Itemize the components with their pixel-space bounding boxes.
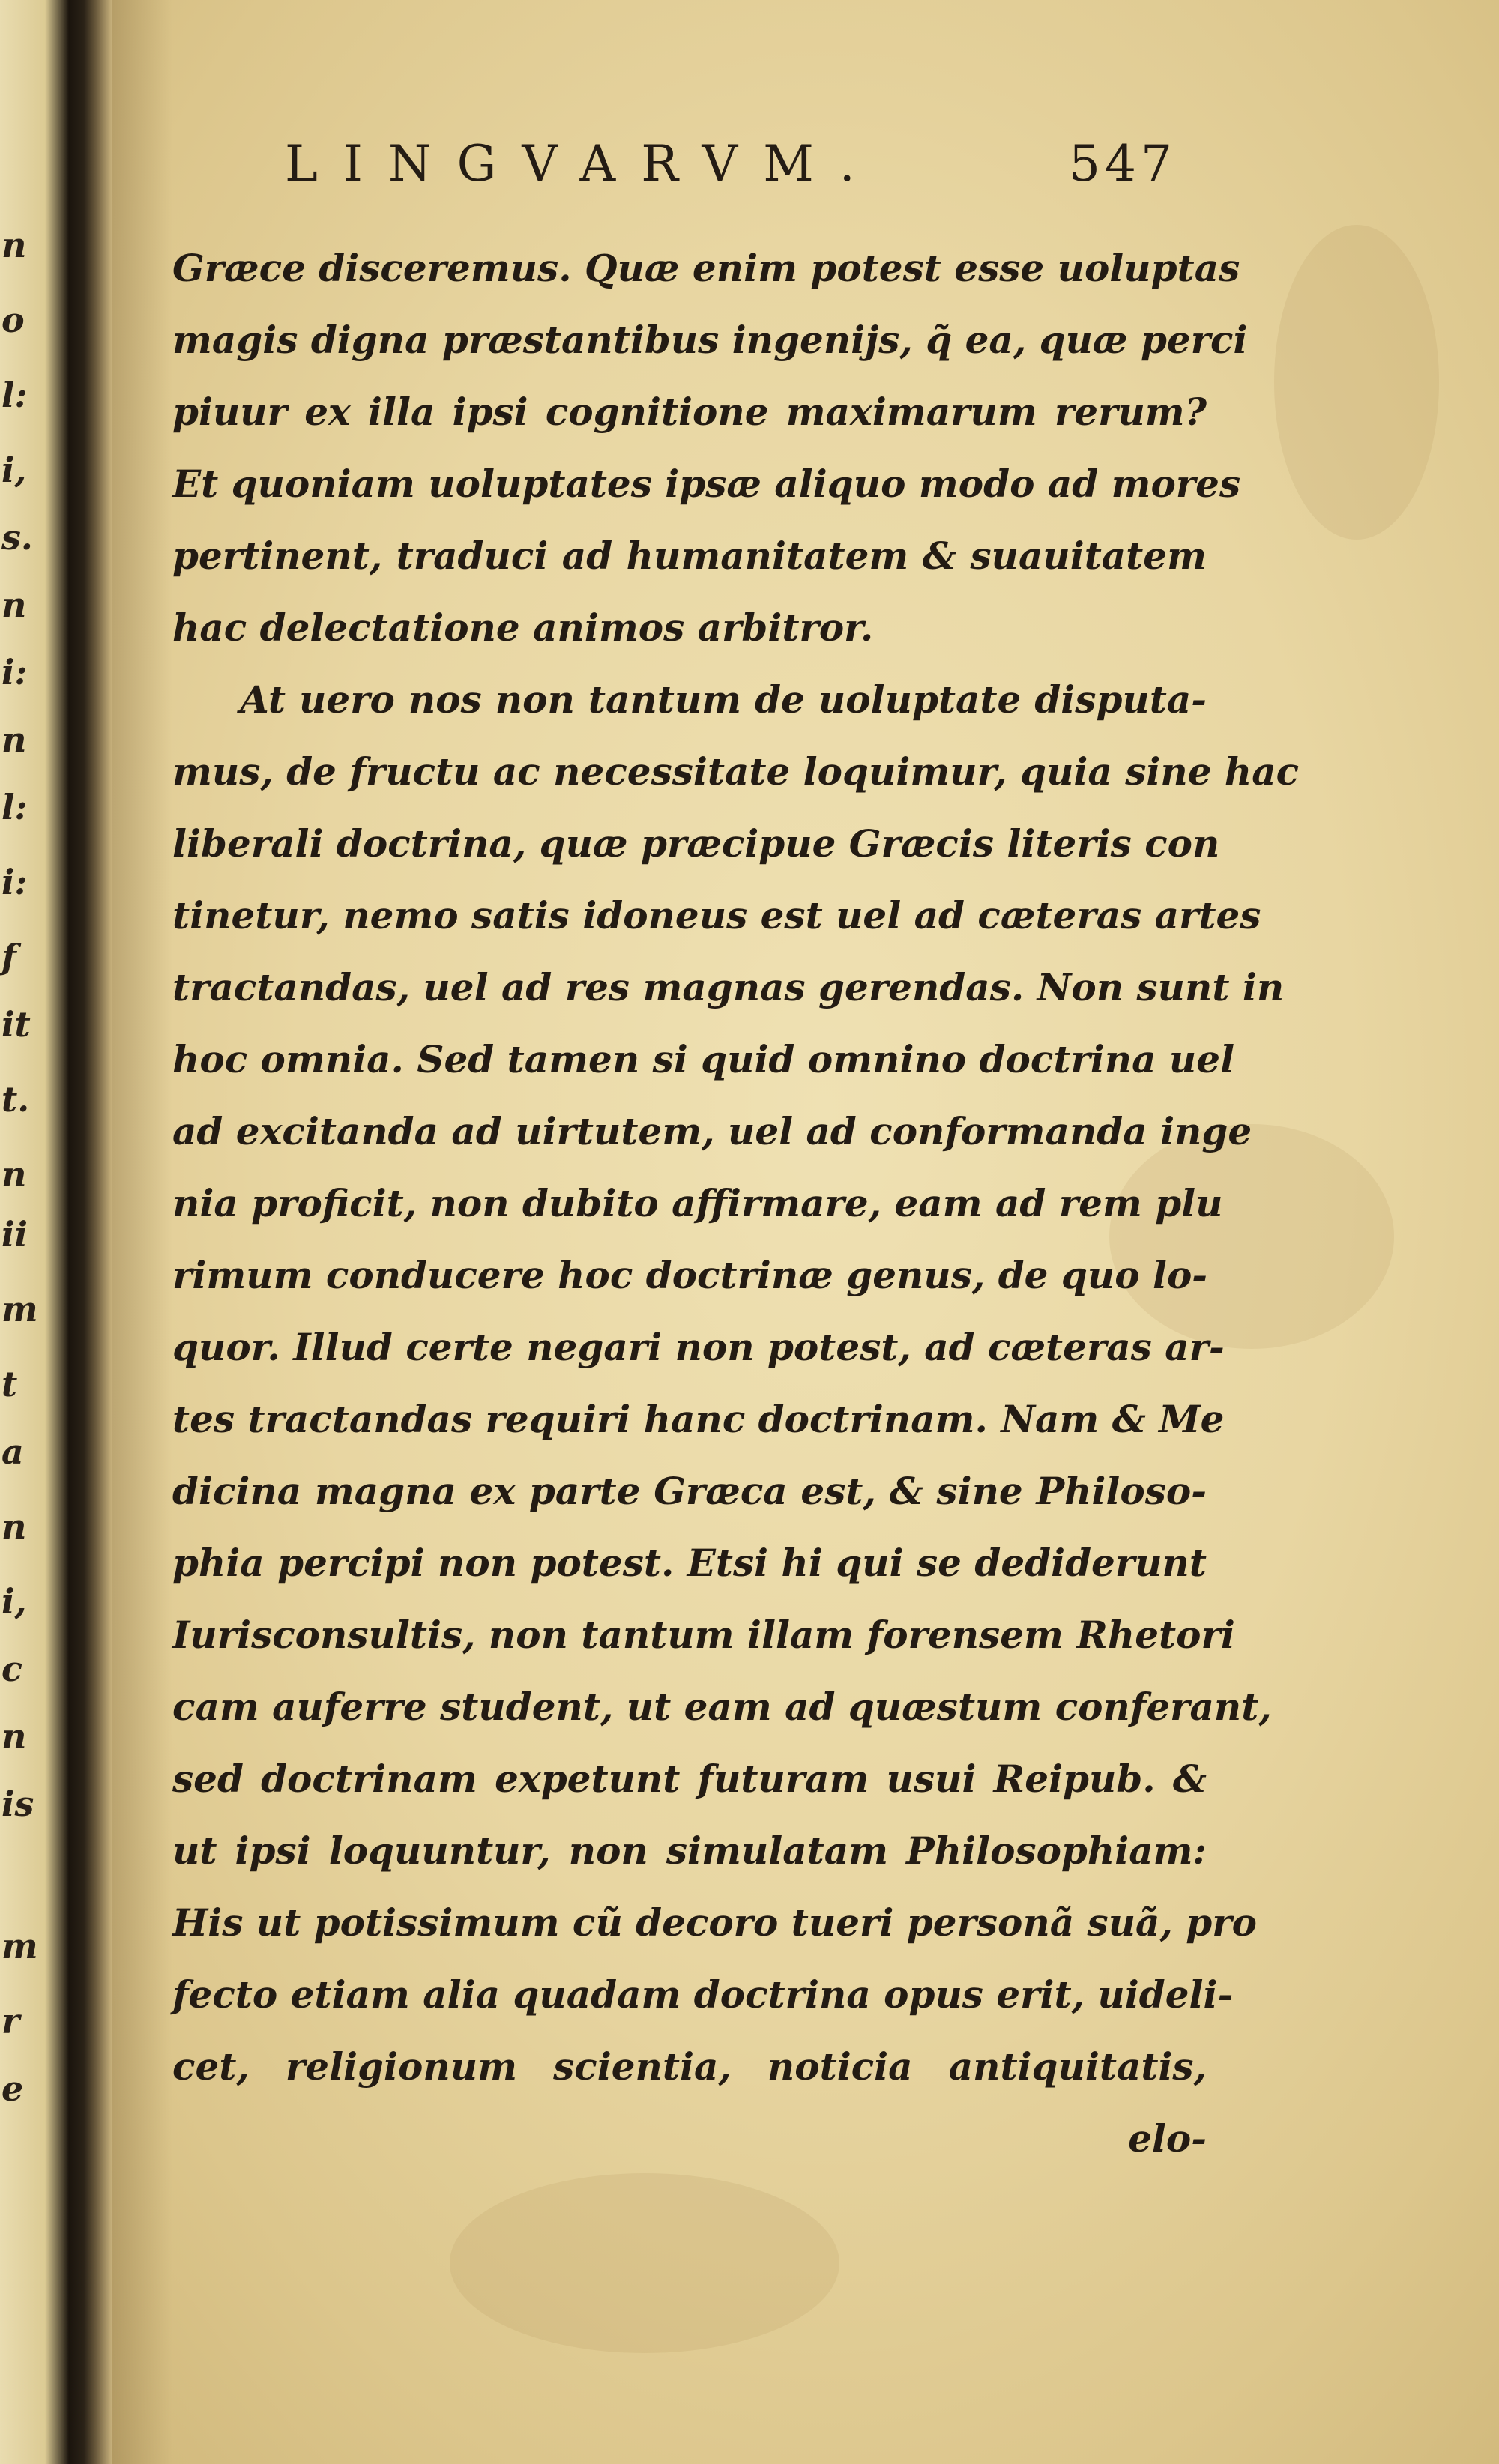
text-line: fecto etiam alia quadam doctrina opus erit, uideli- [172, 1972, 1234, 2017]
paper-stain [450, 2173, 839, 2353]
bleed-fragment: m [1, 1289, 38, 1329]
bleed-fragment: t [1, 1364, 18, 1404]
text-line: mus, de fructu ac necessitate loquimur, quia sine hac [172, 749, 1300, 794]
bleed-fragment: i: [1, 652, 28, 692]
text-line: quor. Illud certe negari non potest, ad cæteras ar- [172, 1325, 1225, 1369]
bleed-fragment: f [1, 937, 16, 977]
bleed-fragment: it [1, 1004, 31, 1045]
text-line: tinetur, nemo satis idoneus est uel ad cæteras artes [172, 893, 1261, 937]
catchword: elo- [1128, 2116, 1207, 2160]
bleed-fragment: r [1, 2001, 20, 2041]
text-line: cet, religionum scientia, noticia antiquitatis, [172, 2044, 1207, 2089]
body-text [172, 232, 1300, 2175]
bleed-fragment: n [1, 1154, 27, 1195]
text-line: sed doctrinam expetunt futuram usui Reipub. & [172, 1757, 1207, 1801]
paper-stain [1274, 225, 1439, 540]
page-header [172, 135, 1177, 217]
bleed-fragment: n [1, 585, 27, 625]
text-line: His ut potissimum cũ decoro tueri personã suã, pro [172, 1900, 1257, 1945]
running-title: LINGVARVM. [285, 135, 881, 193]
bleed-fragment: n [1, 225, 27, 265]
bleed-fragment: s. [1, 517, 33, 558]
bleed-fragment: is [1, 1784, 34, 1824]
bleed-fragment: n [1, 1716, 27, 1757]
bleed-fragment: m [1, 1926, 38, 1966]
text-line: cam auferre student, ut eam ad quæstum conferant, [172, 1685, 1272, 1729]
text-line: At uero nos non tantum de uoluptate disputa- [240, 677, 1207, 722]
facing-page-bleed [0, 0, 54, 2464]
bleed-fragment: c [1, 1649, 23, 1689]
bleed-fragment: l: [1, 787, 28, 827]
text-line: Et quoniam uoluptates ipsæ aliquo modo ad mores [172, 462, 1241, 506]
text-line: magis digna præstantibus ingenijs, q̃ ea, quæ perci [172, 318, 1248, 362]
bleed-fragment: t. [1, 1079, 30, 1120]
bleed-fragment: i, [1, 1581, 27, 1622]
text-line: tractandas, uel ad res magnas gerendas. Non sunt in [172, 965, 1285, 1009]
text-line: tes tractandas requiri hanc doctrinam. Nam & Me [172, 1397, 1225, 1441]
bleed-fragment: n [1, 719, 27, 760]
bleed-fragment: l: [1, 375, 28, 415]
gutter-shadow [112, 0, 172, 2464]
text-line: hoc omnia. Sed tamen si quid omnino doctrina uel [172, 1037, 1235, 1081]
bleed-fragment: e [1, 2068, 24, 2109]
bleed-fragment: ii [1, 1214, 28, 1254]
text-line: liberali doctrina, quæ præcipue Græcis literis con [172, 821, 1220, 866]
text-line: nia proficit, non dubito affirmare, eam ad rem plu [172, 1181, 1223, 1225]
bleed-fragment: a [1, 1431, 24, 1472]
text-line: Iurisconsultis, non tantum illam forensem Rhetori [172, 1613, 1235, 1657]
text-line: Græce disceremus. Quæ enim potest esse uoluptas [172, 246, 1240, 290]
text-line: piuur ex illa ipsi cognitione maximarum rerum? [172, 390, 1207, 434]
bleed-fragment: i, [1, 450, 27, 490]
bleed-fragment: i: [1, 862, 28, 902]
text-line: dicina magna ex parte Græca est, & sine Philoso- [172, 1469, 1207, 1513]
text-line: ad excitanda ad uirtutem, uel ad conformanda inge [172, 1109, 1252, 1153]
text-line: rimum conducere hoc doctrinæ genus, de quo lo- [172, 1253, 1208, 1297]
bleed-fragment: n [1, 1506, 27, 1547]
page-number: 547 [1069, 135, 1177, 193]
text-line: ut ipsi loquuntur, non simulatam Philosophiam: [172, 1829, 1207, 1873]
bleed-fragment: o [1, 300, 25, 340]
text-line: hac delectatione animos arbitror. [172, 606, 874, 650]
text-line: pertinent, traduci ad humanitatem & suauitatem [172, 534, 1207, 578]
text-line: phia percipi non potest. Etsi hi qui se dediderunt [172, 1541, 1207, 1585]
